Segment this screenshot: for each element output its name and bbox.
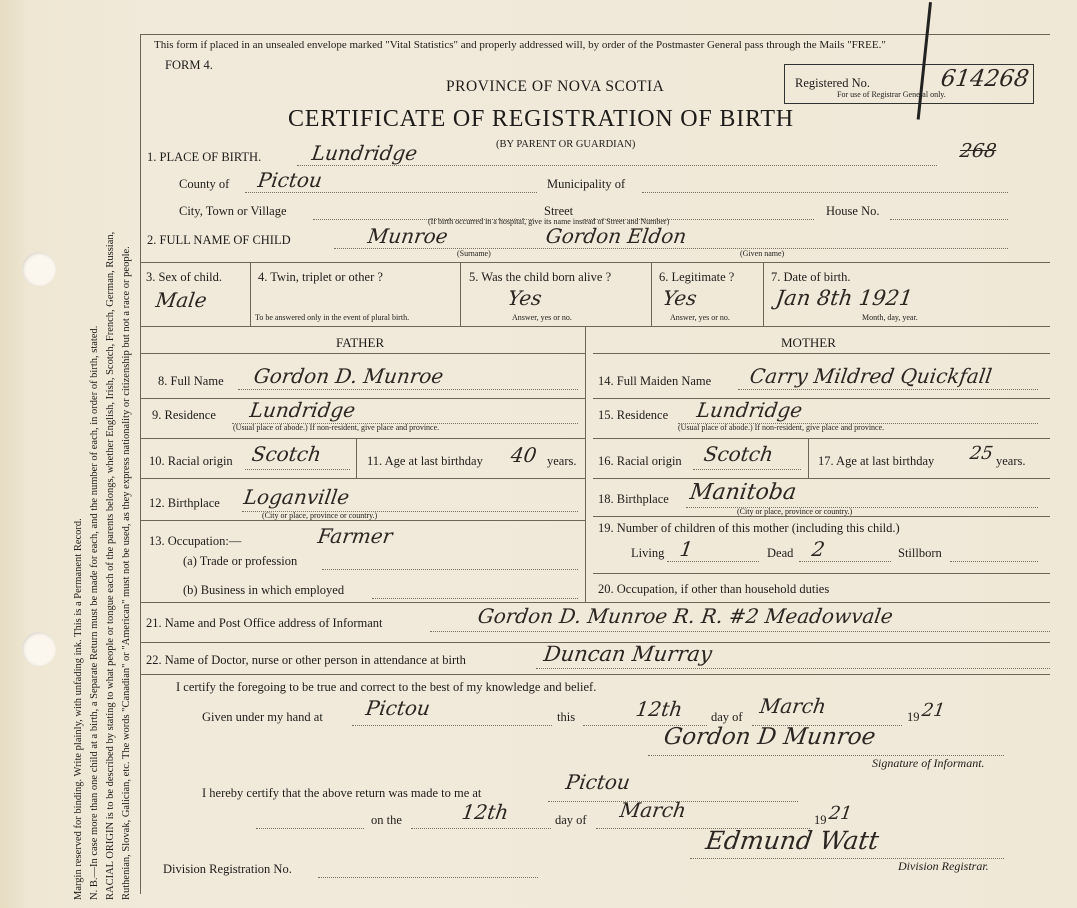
father-residence-value: Lundridge xyxy=(248,398,357,422)
father-racial-label: 10. Racial origin xyxy=(149,454,233,468)
living-value: 1 xyxy=(678,537,695,561)
birth-date-caption: Month, day, year. xyxy=(862,313,918,322)
children-count-label: 19. Number of children of this mother (including this child.) xyxy=(598,521,900,535)
doctor-value: Duncan Murray xyxy=(542,642,714,666)
rule xyxy=(140,398,585,399)
corner-number: 268 xyxy=(958,140,998,162)
father-occupation-value: Farmer xyxy=(316,524,395,548)
registrar-signature: Edmund Watt xyxy=(703,826,881,855)
column-rule xyxy=(356,438,357,478)
stillborn-label: Stillborn xyxy=(898,546,942,560)
place-of-birth-label: 1. PLACE OF BIRTH. xyxy=(147,150,262,164)
rule xyxy=(140,520,585,521)
mother-birthplace-label: 18. Birthplace xyxy=(598,492,669,506)
certificate-subtitle: (BY PARENT OR GUARDIAN) xyxy=(496,139,636,150)
dotted-line xyxy=(536,668,1050,669)
dotted-line xyxy=(430,631,1050,632)
doctor-label: 22. Name of Doctor, nurse or other person in attendance at birth xyxy=(146,653,466,667)
column-rule xyxy=(460,262,461,326)
year-prefix: 19 xyxy=(907,710,920,724)
registrar-signature-caption: Division Registrar. xyxy=(898,859,989,873)
day-of-label: day of xyxy=(711,710,743,724)
rule xyxy=(593,353,1050,354)
registrar-year-prefix: 19 xyxy=(814,813,827,827)
sex-label: 3. Sex of child. xyxy=(146,270,223,284)
given-month-value: March xyxy=(758,694,828,718)
father-age-label: 11. Age at last birthday xyxy=(367,454,483,468)
registrar-month-value: March xyxy=(618,798,688,822)
living-label: Living xyxy=(631,546,665,560)
rule xyxy=(140,478,585,479)
binding-margin xyxy=(0,0,140,908)
dotted-line xyxy=(322,569,578,570)
house-label: House No. xyxy=(826,204,880,218)
punch-hole xyxy=(22,252,56,286)
column-rule xyxy=(651,262,652,326)
mother-residence-value: Lundridge xyxy=(695,398,804,422)
registered-label: Registered No. xyxy=(795,76,870,90)
dotted-line xyxy=(352,725,552,726)
mother-age-value: 25 xyxy=(968,443,995,464)
father-occupation-label: 13. Occupation:— xyxy=(149,534,242,548)
twin-label: 4. Twin, triplet or other ? xyxy=(258,270,383,284)
dead-value: 2 xyxy=(810,537,827,561)
business-label: (b) Business in which employed xyxy=(183,583,345,597)
father-birthplace-value: Loganville xyxy=(242,485,351,509)
dotted-line xyxy=(799,561,891,562)
punch-hole xyxy=(22,632,56,666)
dotted-line xyxy=(372,598,578,599)
legitimate-caption: Answer, yes or no. xyxy=(670,313,730,322)
margin-line: N. B.—In case more than one child at a birth, a Separate Return must be made for each, and the number of each, in order of birth, stated. xyxy=(89,325,100,900)
registrar-day-of-label: day of xyxy=(555,813,587,827)
trade-label: (a) Trade or profession xyxy=(183,554,298,568)
mother-racial-value: Scotch xyxy=(702,442,775,466)
certify-statement: I certify the foregoing to be true and correct to the best of my knowledge and belief. xyxy=(176,680,597,694)
mother-racial-label: 16. Racial origin xyxy=(598,454,682,468)
mother-age-unit: years. xyxy=(996,454,1026,468)
dotted-line xyxy=(238,389,578,390)
registrar-year-value: 21 xyxy=(827,803,854,824)
mother-age-label: 17. Age at last birthday xyxy=(818,454,935,468)
dead-label: Dead xyxy=(767,546,794,560)
division-registration-label: Division Registration No. xyxy=(163,862,292,876)
child-given-name: Gordon Eldon xyxy=(544,224,689,248)
rule xyxy=(593,516,1050,517)
street-label: Street xyxy=(544,204,574,218)
father-name-value: Gordon D. Munroe xyxy=(252,364,446,388)
mother-birthplace-value: Manitoba xyxy=(688,480,798,505)
informant-value: Gordon D. Munroe R. R. #2 Meadowvale xyxy=(476,604,895,628)
top-rule xyxy=(140,34,1050,35)
rule xyxy=(140,438,585,439)
registrar-note: For use of Registrar General only. xyxy=(837,90,946,99)
birth-date-label: 7. Date of birth. xyxy=(771,270,851,284)
father-name-label: 8. Full Name xyxy=(158,374,224,388)
father-birthplace-caption: (City or place, province or country.) xyxy=(262,511,378,520)
father-residence-label: 9. Residence xyxy=(152,408,216,422)
margin-rule xyxy=(140,34,141,894)
child-surname: Munroe xyxy=(366,224,450,248)
registrar-day-value: 12th xyxy=(460,800,511,824)
rule xyxy=(140,353,585,354)
column-rule xyxy=(808,438,809,478)
legitimate-value: Yes xyxy=(661,286,699,310)
column-rule xyxy=(250,262,251,326)
dotted-line xyxy=(890,219,1008,220)
sex-value: Male xyxy=(154,288,209,312)
margin-instructions xyxy=(71,20,135,900)
dotted-line xyxy=(693,469,801,470)
province-heading: PROVINCE OF NOVA SCOTIA xyxy=(446,78,665,95)
dotted-line xyxy=(642,192,1008,193)
twin-caption: To be answered only in the event of plural birth. xyxy=(255,313,410,322)
mother-residence-label: 15. Residence xyxy=(598,408,669,422)
rule xyxy=(140,326,1050,327)
dotted-line xyxy=(245,192,537,193)
mail-notice: This form if placed in an unsealed envelope marked "Vital Statistics" and properly addressed will, by order of the Postmaster General pass through the Mails "FREE." xyxy=(154,39,886,51)
municipality-label: Municipality of xyxy=(547,177,626,191)
father-residence-caption: (Usual place of abode.) If non-resident, give place and province. xyxy=(233,423,440,432)
county-label: County of xyxy=(179,177,230,191)
mother-residence-caption: (Usual place of abode.) If non-resident, give place and province. xyxy=(678,423,885,432)
legitimate-label: 6. Legitimate ? xyxy=(659,270,735,284)
given-day-value: 12th xyxy=(634,697,685,721)
rule xyxy=(593,438,1050,439)
rule xyxy=(140,674,1050,675)
rule xyxy=(140,262,1050,263)
alive-value: Yes xyxy=(506,286,544,310)
child-name-label: 2. FULL NAME OF CHILD xyxy=(147,233,291,247)
alive-label: 5. Was the child born alive ? xyxy=(469,270,612,284)
rule xyxy=(593,398,1050,399)
dotted-line xyxy=(411,828,551,829)
mother-name-value: Carry Mildred Quickfall xyxy=(748,364,994,388)
dotted-line xyxy=(318,877,538,878)
given-under-hand-label: Given under my hand at xyxy=(202,710,323,724)
city-label: City, Town or Village xyxy=(179,204,287,218)
father-birthplace-label: 12. Birthplace xyxy=(149,496,220,510)
dotted-line xyxy=(297,165,937,166)
place-of-birth-value: Lundridge xyxy=(310,141,419,165)
return-statement: I hereby certify that the above return was made to me at xyxy=(202,786,482,800)
margin-line: Margin reserved for binding. Write plainly, with unfading ink. This is a Permanent Record. xyxy=(73,518,84,900)
dotted-line xyxy=(667,561,759,562)
informant-signature-caption: Signature of Informant. xyxy=(872,756,985,770)
this-label: this xyxy=(557,710,576,724)
father-heading: FATHER xyxy=(336,335,385,350)
certificate-title: CERTIFICATE OF REGISTRATION OF BIRTH xyxy=(288,106,794,132)
dotted-line xyxy=(950,561,1038,562)
margin-line: RACIAL ORIGIN is to be described by stating to what people or tongue each of the parents belongs, whether English, Irish, Scotch, French, German, Russian, xyxy=(105,231,116,900)
surname-caption: (Surname) xyxy=(457,249,491,258)
dotted-line xyxy=(334,248,1008,249)
rule xyxy=(593,573,1050,574)
county-value: Pictou xyxy=(256,168,324,192)
given-place-value: Pictou xyxy=(364,696,432,720)
form-number: FORM 4. xyxy=(165,58,213,72)
father-racial-value: Scotch xyxy=(250,442,323,466)
rule xyxy=(140,602,1050,603)
parents-divider xyxy=(585,326,586,602)
registrar-place-value: Pictou xyxy=(564,770,632,794)
column-rule xyxy=(763,262,764,326)
hospital-note: (If birth occurred in a hospital, give its name instead of Street and Number) xyxy=(428,217,670,226)
mother-occupation-label: 20. Occupation, if other than household duties xyxy=(598,582,830,596)
mother-heading: MOTHER xyxy=(781,335,836,350)
dotted-line xyxy=(245,469,350,470)
rule xyxy=(593,478,1050,479)
mother-birthplace-caption: (City or place, province or country.) xyxy=(737,507,853,516)
mother-name-label: 14. Full Maiden Name xyxy=(598,374,712,388)
given-caption: (Given name) xyxy=(740,249,785,258)
dotted-line xyxy=(256,828,364,829)
birth-date-value: Jan 8th 1921 xyxy=(774,286,915,310)
dotted-line xyxy=(738,389,1038,390)
father-age-value: 40 xyxy=(509,443,539,467)
alive-caption: Answer, yes or no. xyxy=(512,313,572,322)
father-age-unit: years. xyxy=(547,454,577,468)
informant-label: 21. Name and Post Office address of Informant xyxy=(146,616,383,630)
informant-signature: Gordon D Munroe xyxy=(662,724,878,750)
registration-box xyxy=(784,64,1034,104)
margin-line: Ruthenian, Slovak, Galician, etc. The words "Canadian" or "American" must not be used, as they express nationality or citizenship but not a race or people. xyxy=(121,246,132,900)
on-the-label: on the xyxy=(371,813,402,827)
registered-number: 614268 xyxy=(939,66,1031,92)
given-year-value: 21 xyxy=(920,700,947,721)
